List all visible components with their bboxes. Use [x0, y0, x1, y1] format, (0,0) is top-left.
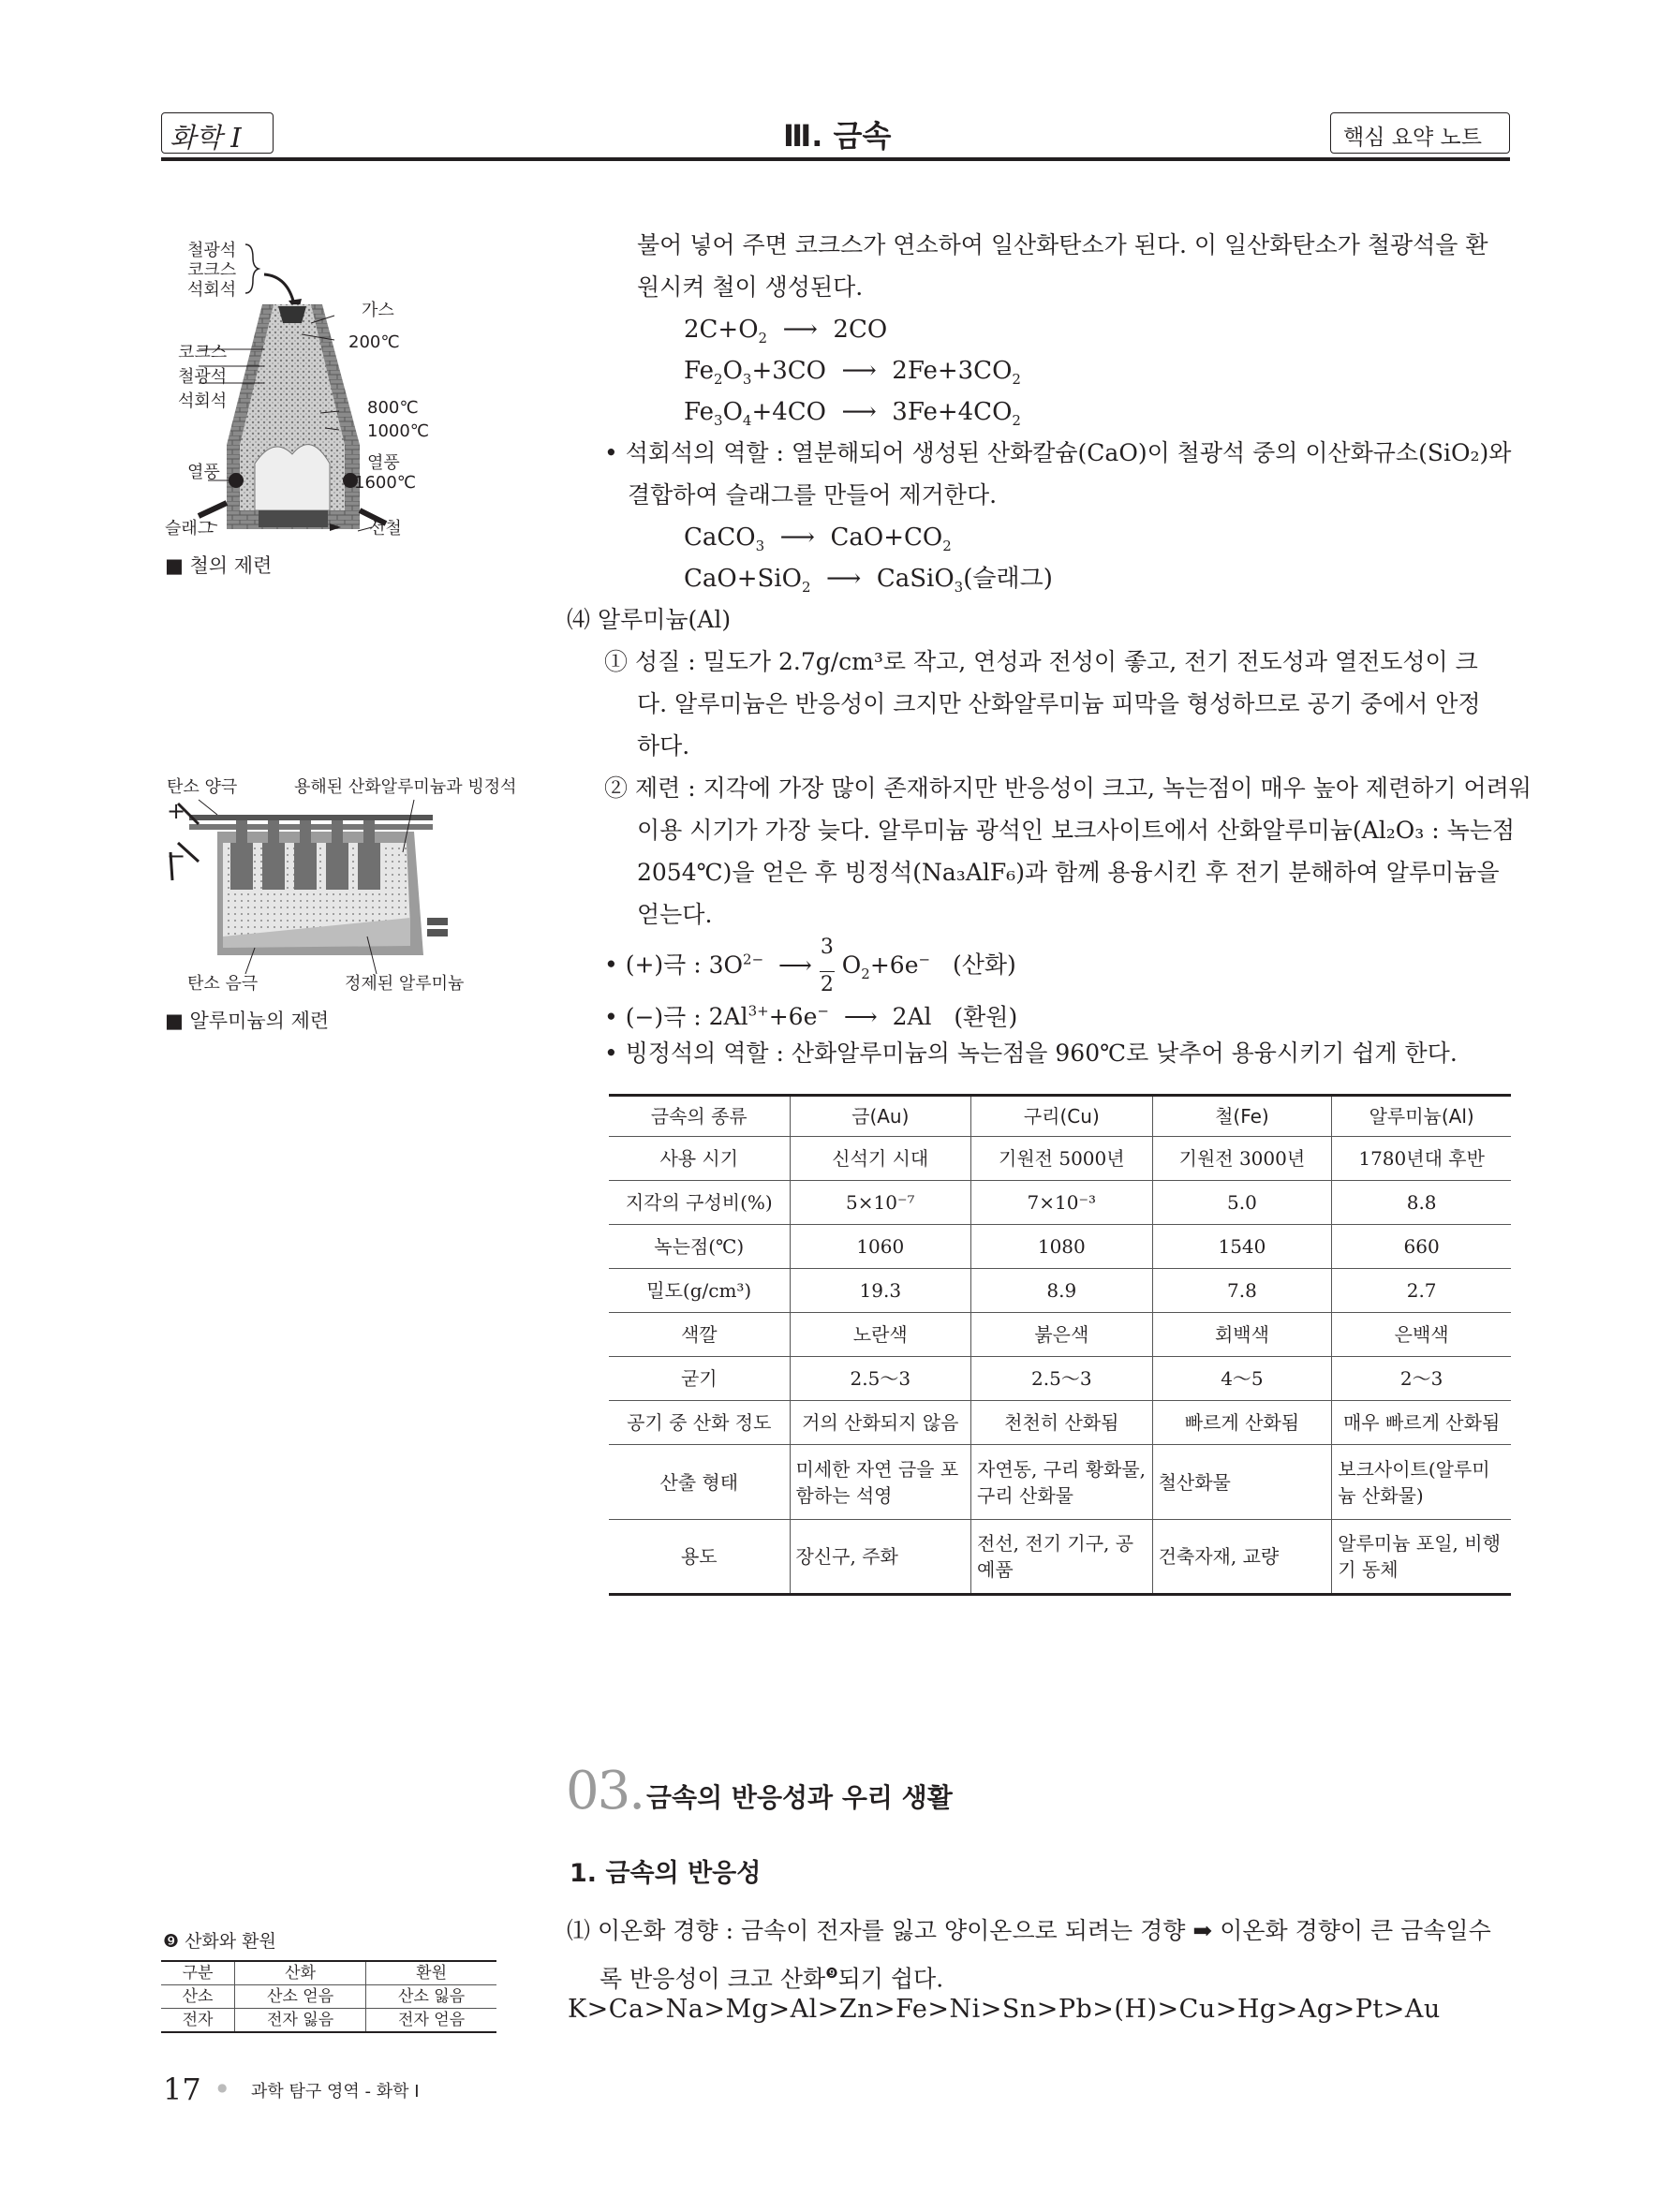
table-row [609, 1137, 1511, 1181]
ionization-line2 [600, 1953, 943, 1999]
table-cell: 보크사이트(알루미늄 산화물) [1332, 1445, 1511, 1520]
table-cell: 660 [1332, 1225, 1511, 1269]
table-cell: 노란색 [790, 1313, 971, 1357]
iron-intro-line1: 불어 넣어 주면 코크스가 연소하여 일산화탄소가 된다. 이 일산화탄소가 철광석을 환 [637, 231, 1488, 258]
table-cell: 건축자재, 교량 [1152, 1520, 1332, 1595]
table-row [609, 1181, 1511, 1225]
furnace-hot-air-left: 열풍 [187, 463, 220, 482]
eq-caco3-decomp: CaCO$_3$ ⟶ $CaO+CO_2$ [684, 524, 952, 555]
table-cell: 전자 [161, 2009, 235, 2033]
section-subheading: 1. 금속의 반응성 [570, 1859, 762, 1888]
table-cell: 7.8 [1152, 1269, 1332, 1313]
electrolysis-molten-label: 용해된 산화알루미늄과 빙정석 [294, 777, 517, 797]
table-header: 구분 [161, 1961, 235, 1985]
eq-slag-formation: CaO+SiO$_2$ ⟶ CaSiO$_3$(슬래그) [684, 565, 1053, 597]
table-cell: 장신구, 주화 [790, 1520, 971, 1595]
summary-badge-label: 핵심 요약 노트 [1343, 125, 1482, 150]
table-cell: 산소 잃음 [366, 1985, 496, 2009]
table-cell: 2～3 [1332, 1357, 1511, 1401]
table-cell: 밀도(g/cm³) [609, 1269, 790, 1313]
anode-reaction: • (+)극 : $3O^{2-}$ ⟶ 3 2 $O_2+6e^-$ (산화) [604, 936, 1016, 996]
cryolite-role: • 빙정석의 역할 : 산화알루미늄의 녹는점을 960℃로 낮추어 용융시키기 쉽게 한다. [604, 1040, 1458, 1067]
table-cell: 19.3 [790, 1269, 971, 1313]
furnace-label-gas: 가스 [362, 301, 394, 320]
furnace-layer-iron-ore: 철광석 [178, 367, 228, 387]
limestone-role-line1: • 석회석의 역할 : 열분해되어 생성된 산화칼슘(CaO)이 철광석 중의 이산화규소(SiO₂)와 [604, 439, 1512, 466]
furnace-slag: 슬래그 [165, 519, 215, 538]
electrolysis-caption: ■ 알루미늄의 제련 [165, 1010, 330, 1032]
cathode-label: • (−)극 : [604, 1003, 709, 1031]
furnace-temp-200: 200℃ [348, 332, 400, 352]
table-cell: 용도 [609, 1520, 790, 1595]
furnace-input-coke: 코크스 [187, 260, 237, 280]
table-header: 산화 [235, 1961, 366, 1985]
table-cell: 굳기 [609, 1357, 790, 1401]
al-refining-line2: 이용 시기가 가장 늦다. 알루미늄 광석인 보크사이트에서 산화알루미늄(Al₂O₃ : 녹는점 [637, 817, 1516, 844]
page-number: 17 [163, 2072, 201, 2107]
table-cell: 은백색 [1332, 1313, 1511, 1357]
table-header: 구리(Cu) [971, 1096, 1153, 1137]
table-row [609, 1401, 1511, 1445]
sidebar-note-title: ❾ 산화와 환원 [163, 1931, 276, 1952]
aluminum-heading: ⑷ 알루미늄(Al) [567, 606, 732, 633]
table-header: 알루미늄(Al) [1332, 1096, 1511, 1137]
table-header: 철(Fe) [1152, 1096, 1332, 1137]
table-cell: 공기 중 산화 정도 [609, 1401, 790, 1445]
table-row [609, 1520, 1511, 1595]
table-cell: 전자 잃음 [235, 2009, 366, 2033]
eq-fe3o4-reduction: $Fe_3O_4+4CO$ ⟶ $3Fe+4CO_2$ [684, 398, 1021, 430]
subject-label: 화학 Ⅰ [170, 122, 242, 154]
table-cell: 빠르게 산화됨 [1152, 1401, 1332, 1445]
table-cell: 7×10⁻³ [971, 1181, 1153, 1225]
header-rule [161, 157, 1510, 161]
table-cell: 자연동, 구리 황화물, 구리 산화물 [971, 1445, 1153, 1520]
footer-text: 과학 탐구 영역 - 화학 Ⅰ [251, 2082, 420, 2101]
table-cell: 회백색 [1152, 1313, 1332, 1357]
anode-label: • (+)극 : [604, 951, 709, 979]
footnote-marker: ❾ [825, 1965, 838, 1982]
table-cell: 기원전 5000년 [971, 1137, 1153, 1181]
table-row [161, 1985, 496, 2009]
table-cell: 산소 [161, 1985, 235, 2009]
furnace-input-limestone: 석회석 [187, 280, 237, 300]
furnace-hot-air-right: 열풍 [367, 453, 400, 473]
table-cell: 전선, 전기 기구, 공예품 [971, 1520, 1153, 1595]
limestone-role-line2: 결합하여 슬래그를 만들어 제거한다. [628, 481, 998, 509]
ionization-line2-b: 되기 쉽다. [837, 1965, 944, 1993]
furnace-temp-1000: 1000℃ [367, 421, 430, 441]
furnace-input-iron-ore: 철광석 [187, 241, 237, 260]
al-refining-line4: 얻는다. [637, 901, 713, 928]
table-cell: 2.7 [1332, 1269, 1511, 1313]
ionization-line2-a: 록 반응성이 크고 산화 [600, 1965, 826, 1993]
electrolysis-plus-sign: + [167, 798, 186, 824]
table-cell: 1780년대 후반 [1332, 1137, 1511, 1181]
table-header: 환원 [366, 1961, 496, 1985]
table-cell: 8.8 [1332, 1181, 1511, 1225]
table-cell: 전자 얻음 [366, 2009, 496, 2033]
cathode-note: (환원) [954, 1003, 1018, 1031]
metals-property-table [609, 1094, 1511, 1596]
table-cell: 붉은색 [971, 1313, 1153, 1357]
table-cell: 천천히 산화됨 [971, 1401, 1153, 1445]
table-cell: 지각의 구성비(%) [609, 1181, 790, 1225]
table-header-row [609, 1096, 1511, 1137]
oxidation-reduction-table [161, 1960, 496, 2033]
iron-intro-line2: 원시켜 철이 생성된다. [637, 273, 864, 301]
eq-coke-combustion: $2C+O_2$ ⟶ 2CO [684, 316, 888, 347]
table-row [609, 1357, 1511, 1401]
table-cell: 매우 빠르게 산화됨 [1332, 1401, 1511, 1445]
subject-box [161, 112, 274, 154]
table-row [609, 1269, 1511, 1313]
table-cell: 색깔 [609, 1313, 790, 1357]
table-cell: 5×10⁻⁷ [790, 1181, 971, 1225]
table-cell: 5.0 [1152, 1181, 1332, 1225]
table-cell: 사용 시기 [609, 1137, 790, 1181]
table-cell: 알루미늄 포일, 비행기 동체 [1332, 1520, 1511, 1595]
furnace-temp-1600: 1600℃ [354, 473, 417, 493]
furnace-layer-limestone: 석회석 [178, 391, 228, 411]
table-cell: 산소 얻음 [235, 1985, 366, 2009]
al-property-line2: 다. 알루미늄은 반응성이 크지만 산화알루미늄 피막을 형성하므로 공기 중에서 안정 [637, 690, 1481, 717]
table-cell: 거의 산화되지 않음 [790, 1401, 971, 1445]
cathode-reaction: • (−)극 : $2Al^{3+}+6e^-$ ⟶ 2Al (환원) [604, 1003, 1018, 1031]
anode-note: (산화) [952, 951, 1016, 979]
footer-dot: ● [217, 2081, 228, 2094]
table-row [609, 1313, 1511, 1357]
table-cell: 1540 [1152, 1225, 1332, 1269]
table-header: 금(Au) [790, 1096, 971, 1137]
table-header-row [161, 1961, 496, 1985]
table-row [609, 1225, 1511, 1269]
table-cell: 2.5～3 [790, 1357, 971, 1401]
section-title: 금속의 반응성과 우리 생활 [646, 1782, 953, 1813]
electrolysis-anode-label: 탄소 양극 [167, 777, 238, 797]
table-cell: 기원전 3000년 [1152, 1137, 1332, 1181]
reactivity-series: K>Ca>Na>Mg>Al>Zn>Fe>Ni>Sn>Pb>(H)>Cu>Hg>Ag>Pt>Au [568, 1995, 1441, 2024]
table-cell: 2.5～3 [971, 1357, 1153, 1401]
electrolysis-refined-label: 정제된 알루미늄 [345, 974, 465, 994]
section-number: 03. [566, 1761, 644, 1821]
ionization-line1: ⑴ 이온화 경향 : 금속이 전자를 잃고 양이온으로 되려는 경향 ➡ 이온화 경향이 큰 금속일수 [567, 1917, 1491, 1944]
furnace-temp-800: 800℃ [367, 398, 419, 418]
furnace-pig-iron: 선철 [369, 519, 402, 538]
table-row [609, 1445, 1511, 1520]
table-cell: 4～5 [1152, 1357, 1332, 1401]
table-cell: 1060 [790, 1225, 971, 1269]
table-cell: 산출 형태 [609, 1445, 790, 1520]
table-cell: 철산화물 [1152, 1445, 1332, 1520]
blast-furnace-caption: ■ 철의 제련 [165, 554, 273, 577]
electrolysis-diagram [161, 787, 461, 974]
al-refining-line3: 2054℃)을 얻은 후 빙정석(Na₃AlF₆)과 함께 용융시킨 후 전기 분해하여 알루미늄을 [637, 859, 1500, 886]
chapter-title: Ⅲ. 금속 [783, 118, 892, 154]
table-cell: 녹는점(℃) [609, 1225, 790, 1269]
table-cell: 8.9 [971, 1269, 1153, 1313]
table-cell: 신석기 시대 [790, 1137, 971, 1181]
electrolysis-cathode-label: 탄소 음극 [187, 974, 259, 994]
al-property-line3: 하다. [637, 732, 690, 759]
table-cell: 미세한 자연 금을 포함하는 석영 [790, 1445, 971, 1520]
furnace-layer-coke: 코크스 [178, 343, 228, 362]
table-row [161, 2009, 496, 2033]
al-refining-line1: ② 제련 : 지각에 가장 많이 존재하지만 반응성이 크고, 녹는점이 매우 높아 제련하기 어려워 [604, 774, 1532, 802]
table-cell: 1080 [971, 1225, 1153, 1269]
eq-fe2o3-reduction: $Fe_2O_3+3CO$ ⟶ $2Fe+3CO_2$ [684, 357, 1021, 389]
al-property-line1: ① 성질 : 밀도가 2.7g/cm³로 작고, 연성과 전성이 좋고, 전기 전도성과 열전도성이 크 [604, 648, 1478, 675]
table-header: 금속의 종류 [609, 1096, 790, 1137]
electrolysis-minus-sign: − [167, 843, 186, 869]
summary-badge [1330, 112, 1510, 154]
